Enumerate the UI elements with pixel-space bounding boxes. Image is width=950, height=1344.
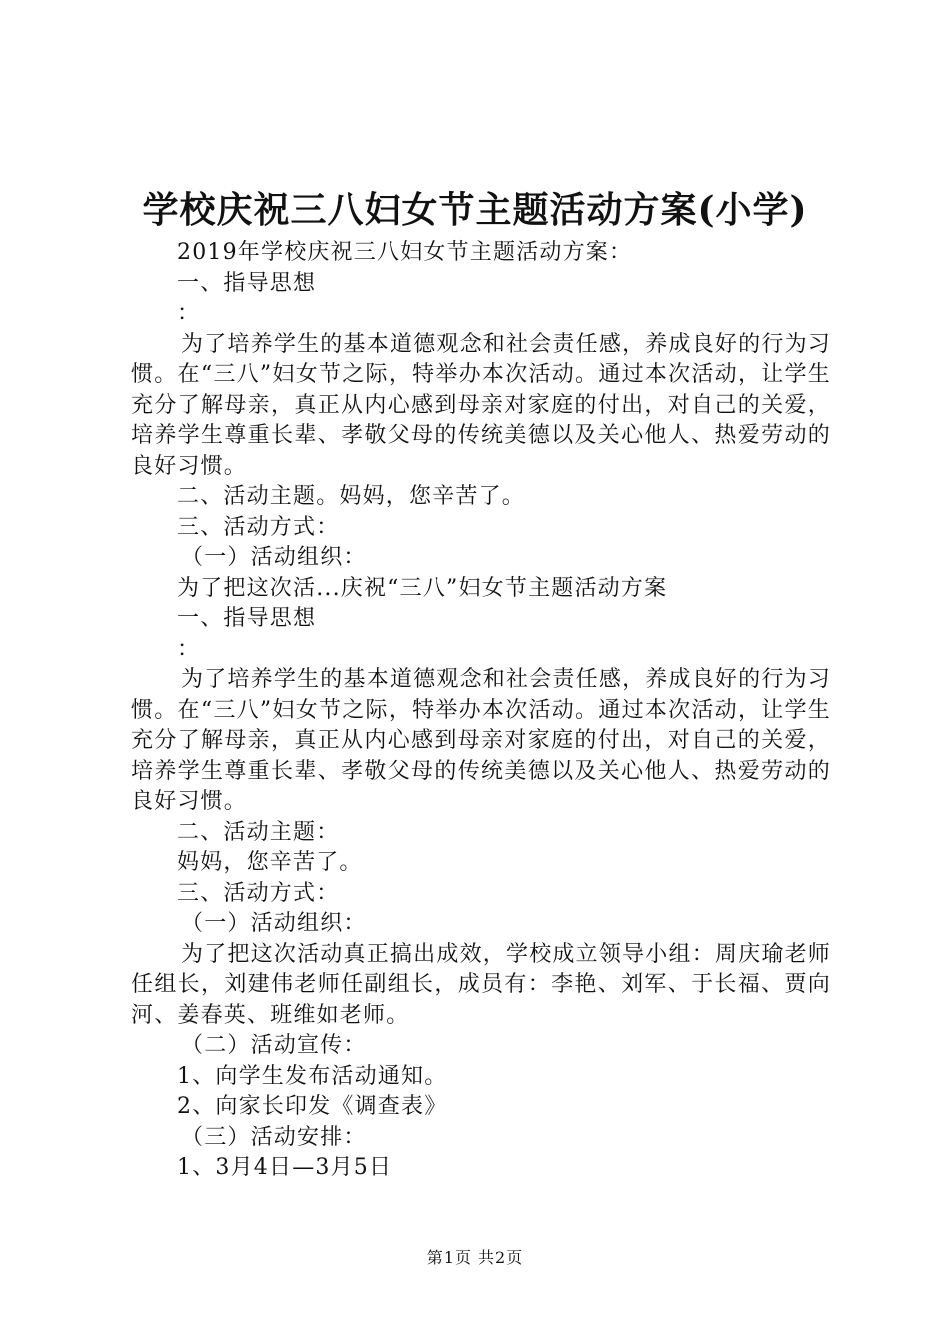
document-title: 学校庆祝三八妇女节主题活动方案(小学) <box>142 189 808 231</box>
subsection-heading: （一）活动组织： <box>181 911 367 936</box>
paragraph: 为了培养学生的基本道德观念和社会责任感，养成良好的行为习惯。在“三八”妇女节之际，特举办本次活动。通过本次活动，让学生充分了解母亲，真正从内心感到母亲对家庭的付出，对自己的关爱，培养学生尊重长辈、孝敬父母的传统美德以及关心他人、热爱劳动的良好习惯。 <box>131 667 831 814</box>
paragraph: 为了把这次活动真正搞出成效，学校成立领导小组：周庆瑜老师任组长，刘建伟老师任副组长，成员有：李艳、刘军、于长福、贾向河、姜春英、班维如老师。 <box>131 941 831 1028</box>
section-heading: 二、活动主题。妈妈，您辛苦了。 <box>177 484 526 509</box>
subsection-heading: （三）活动安排： <box>181 1124 367 1150</box>
text-line: 为了把这次活...庆祝“三八”妇女节主题活动方案 <box>177 575 668 601</box>
colon-line: ： <box>177 301 201 326</box>
section-heading: 三、活动方式： <box>177 880 340 906</box>
list-item: 1、3月4日—3月5日 <box>177 1155 393 1180</box>
text-line: 妈妈，您辛苦了。 <box>177 850 363 875</box>
list-item: 2、向家长印发《调查表》 <box>177 1094 448 1119</box>
section-heading: 一、指导思想 <box>177 270 317 296</box>
page-indicator: 第1页 共2页 <box>426 1248 524 1267</box>
section-heading: 三、活动方式： <box>177 514 340 540</box>
section-heading: 二、活动主题： <box>177 819 340 845</box>
document-body <box>131 238 831 1184</box>
list-item: 1、向学生发布活动通知。 <box>177 1063 448 1089</box>
intro-line: 2019年学校庆祝三八妇女节主题活动方案： <box>177 240 633 265</box>
colon-line: ： <box>177 636 201 662</box>
section-heading: 一、指导思想 <box>177 606 317 631</box>
subsection-heading: （二）活动宣传： <box>181 1033 367 1058</box>
paragraph: 为了培养学生的基本道德观念和社会责任感，养成良好的行为习惯。在“三八”妇女节之际，特举办本次活动。通过本次活动，让学生充分了解母亲，真正从内心感到母亲对家庭的付出，对自己的关爱，培养学生尊重长辈、孝敬父母的传统美德以及关心他人、热爱劳动的良好习惯。 <box>131 331 831 479</box>
subsection-heading: （一）活动组织： <box>181 545 367 570</box>
